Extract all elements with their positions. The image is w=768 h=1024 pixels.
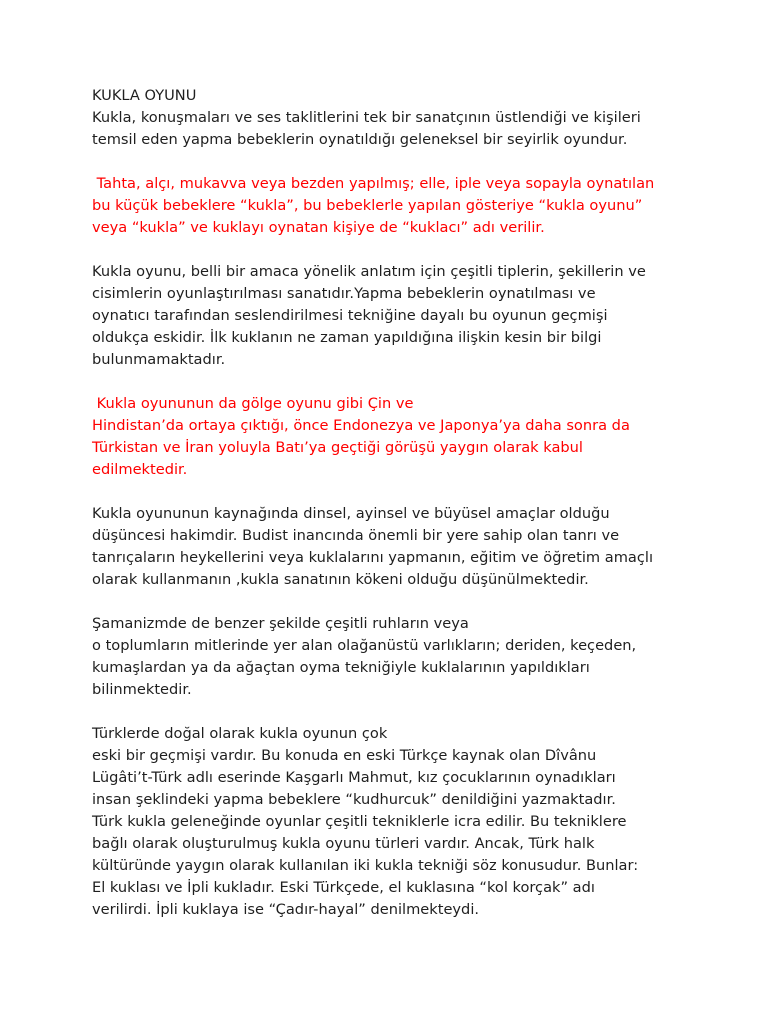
paragraph-5 <box>92 503 692 591</box>
paragraph-line: bu küçük bebeklere “kukla”, bu bebeklerle yapılan gösteriye “kukla oyunu” <box>92 197 643 214</box>
paragraph-line: temsil eden yapma bebeklerin oynatıldığı geleneksel bir seyirlik oyundur. <box>92 131 628 148</box>
paragraph-line: Hindistan’da ortaya çıktığı, önce Endonezya ve Japonya’ya daha sonra da <box>92 417 630 434</box>
document-page <box>92 85 692 921</box>
paragraph-line: Türklerde doğal olarak kukla oyunun çok <box>92 725 388 742</box>
paragraph-2-highlighted <box>92 173 692 239</box>
paragraph-line: edilmektedir. <box>92 461 188 478</box>
paragraph-line: Türk kukla geleneğinde oyunlar çeşitli tekniklerle icra edilir. Bu tekniklere <box>92 813 627 830</box>
paragraph-line: Türkistan ve İran yoluyla Batı’ya geçtiği görüşü yaygın olarak kabul <box>92 439 583 456</box>
paragraph-line: Kukla oyununun kaynağında dinsel, ayinsel ve büyüsel amaçlar olduğu <box>92 505 610 522</box>
paragraph-line: bulunmamaktadır. <box>92 351 226 368</box>
paragraph-line: bilinmektedir. <box>92 681 192 698</box>
paragraph-line: El kuklası ve İpli kukladır. Eski Türkçede, el kuklasına “kol korçak” adı <box>92 879 595 896</box>
paragraph-1 <box>92 107 692 151</box>
paragraph-line: verilirdi. İpli kuklaya ise “Çadır-hayal” denilmekteydi. <box>92 901 480 918</box>
paragraph-line: oldukça eskidir. İlk kuklanın ne zaman yapıldığına ilişkin kesin bir bilgi <box>92 329 602 346</box>
paragraph-line: eski bir geçmişi vardır. Bu konuda en eski Türkçe kaynak olan Dîvânu <box>92 747 597 764</box>
document-title: KUKLA OYUNU <box>92 87 197 104</box>
paragraph-line: Kukla oyunu, belli bir amaca yönelik anlatım için çeşitli tiplerin, şekillerin ve <box>92 263 646 280</box>
paragraph-line: olarak kullanmanın ,kukla sanatının kökeni olduğu düşünülmektedir. <box>92 571 589 588</box>
paragraph-line: tanrıçaların heykellerini veya kuklalarını yapmanın, eğitim ve öğretim amaçlı <box>92 549 653 566</box>
paragraph-line: kültüründe yaygın olarak kullanılan iki kukla tekniği söz konusudur. Bunlar: <box>92 857 639 874</box>
paragraph-line: o toplumların mitlerinde yer alan olağanüstü varlıkların; deriden, keçeden, <box>92 637 637 654</box>
paragraph-line: Şamanizmde de benzer şekilde çeşitli ruhların veya <box>92 615 469 632</box>
paragraph-4-highlighted <box>92 393 692 481</box>
paragraph-line: veya “kukla” ve kuklayı oynatan kişiye de “kuklacı” adı verilir. <box>92 219 545 236</box>
paragraph-line: düşüncesi hakimdir. Budist inancında önemli bir yere sahip olan tanrı ve <box>92 527 620 544</box>
paragraph-line: kumaşlardan ya da ağaçtan oyma tekniğiyle kuklalarının yapıldıkları <box>92 659 590 676</box>
paragraph-line: cisimlerin oyunlaştırılması sanatıdır.Yapma bebeklerin oynatılması ve <box>92 285 596 302</box>
paragraph-7 <box>92 723 692 921</box>
paragraph-line: Tahta, alçı, mukavva veya bezden yapılmış; elle, iple veya sopayla oynatılan <box>92 175 655 192</box>
paragraph-3 <box>92 261 692 371</box>
paragraph-line: Lügâti’t-Türk adlı eserinde Kaşgarlı Mahmut, kız çocuklarının oynadıkları <box>92 769 616 786</box>
paragraph-line: Kukla, konuşmaları ve ses taklitlerini tek bir sanatçının üstlendiği ve kişileri <box>92 109 641 126</box>
paragraph-6 <box>92 613 692 701</box>
paragraph-line: insan şeklindeki yapma bebeklere “kudhurcuk” denildiğini yazmaktadır. <box>92 791 616 808</box>
paragraph-line: Kukla oyununun da gölge oyunu gibi Çin ve <box>92 395 414 412</box>
paragraph-line: oynatıcı tarafından seslendirilmesi tekniğine dayalı bu oyunun geçmişi <box>92 307 608 324</box>
paragraph-line: bağlı olarak oluşturulmuş kukla oyunu türleri vardır. Ancak, Türk halk <box>92 835 595 852</box>
